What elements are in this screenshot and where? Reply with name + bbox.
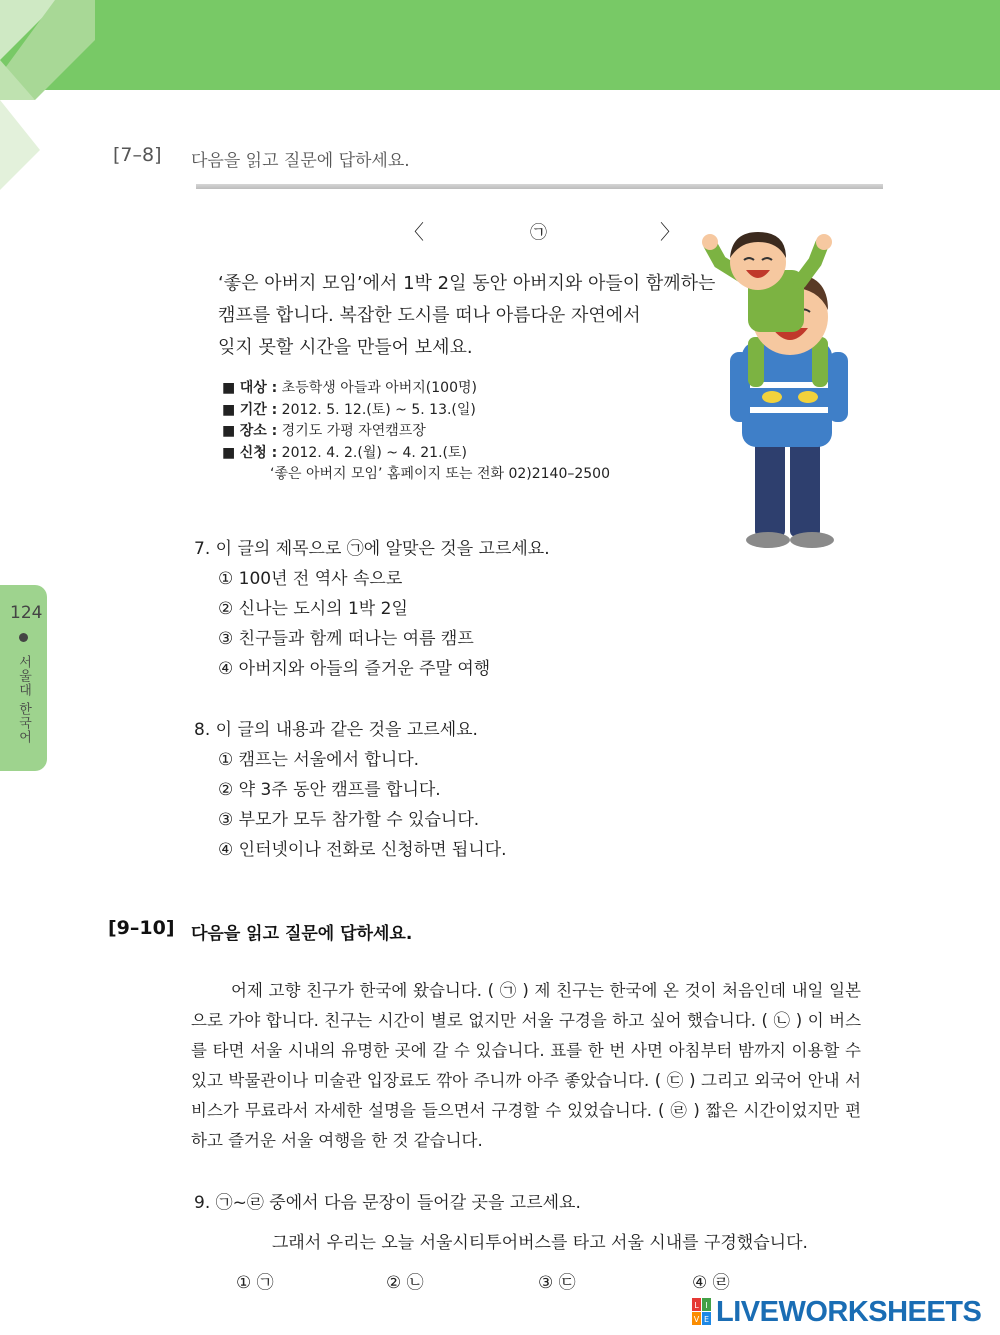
- title-bracket-right: 〉: [660, 220, 680, 244]
- liveworksheets-logo[interactable]: LIVEWORKSHEETS: [716, 1296, 982, 1328]
- q7-option-4[interactable]: ④ 아버지와 아들의 즐거운 주말 여행: [218, 659, 491, 679]
- question-9: 9. ㉠~㉣ 중에서 다음 문장이 들어갈 곳을 고르세요.: [194, 1193, 581, 1213]
- section-number: [9–10]: [108, 917, 175, 939]
- info-row: ■ 장소 : 경기도 가평 자연캠프장: [222, 423, 426, 439]
- question-7: 7. 이 글의 제목으로 ㉠에 알맞은 것을 고르세요.: [194, 539, 550, 559]
- q9-option-2[interactable]: ② ㉡: [386, 1273, 424, 1293]
- blank-marker: ㉡: [773, 1011, 791, 1030]
- logo-badge-letter: L: [694, 1301, 699, 1310]
- title-blank-mark: ㉠: [530, 223, 547, 243]
- liveworksheets-logo-icon: [692, 1298, 712, 1326]
- info-extra: ‘좋은 아버지 모임’ 홈페이지 또는 전화 02)2140–2500: [270, 466, 610, 482]
- q9-option-1[interactable]: ① ㉠: [236, 1273, 274, 1293]
- blank-marker: ㉢: [666, 1071, 684, 1090]
- notice-body: [218, 268, 715, 364]
- notice-line: 잊지 못할 시간을 만들어 보세요.: [218, 337, 473, 358]
- info-row: ■ 신청 : 2012. 4. 2.(월) ~ 4. 21.(토): [222, 444, 467, 461]
- section-number: [7–8]: [113, 144, 162, 166]
- info-row: ■ 기간 : 2012. 5. 12.(토) ~ 5. 13.(일): [222, 401, 476, 418]
- blank-marker: ㉠: [499, 981, 517, 1000]
- page-number: 124: [10, 603, 43, 623]
- header-band: [0, 0, 1000, 90]
- q7-option-3[interactable]: ③ 친구들과 함께 떠나는 여름 캠프: [218, 629, 474, 649]
- question-8: 8. 이 글의 내용과 같은 것을 고르세요.: [194, 720, 478, 740]
- q7-option-2[interactable]: ② 신나는 도시의 1박 2일: [218, 599, 408, 619]
- logo-badge-letter: I: [705, 1301, 708, 1310]
- father-son-illustration: [700, 222, 870, 552]
- book-title: 서울대 한국어: [16, 655, 31, 745]
- bullet-dot-icon: [19, 633, 28, 642]
- section-instruction: 다음을 읽고 질문에 답하세요.: [191, 924, 413, 944]
- q8-option-4[interactable]: ④ 인터넷이나 전화로 신청하면 됩니다.: [218, 840, 507, 860]
- info-row: ■ 대상 : 초등학생 아들과 아버지(100명): [222, 380, 477, 396]
- reading-passage: 어제 고향 친구가 한국에 왔습니다. ( ㉠ ) 제 친구는 한국에 온 것이 처음인데 내일 일본으로 가야 합니다. 친구는 시간이 별로 없지만 서울 구경을 하고 싶어 했습니다. ( ㉡ ) 이 버스를 타면 서울 시내의 유명한 곳에 갈 수 있습니다. 표를 한 번 사면 아침부터 밤까지 이용할 수 있고 박물관이나 미술관 입장료도 깎아 주니까 아주 좋았습니다. ( ㉢ ) 그리고 외국어 안내 서비스가 무료라서 자세한 설명을 들으면서 구경할 수 있었습니다. ( ㉣ ) 짧은 시간이었지만 편하고 즐거운 서울 여행을 한 것 같습니다.: [191, 981, 862, 1150]
- notice-info: [222, 378, 610, 486]
- logo-badge-letter: E: [703, 1315, 710, 1324]
- notice-line: ‘좋은 아버지 모임’에서 1박 2일 동안 아버지와 아들이 함께하는: [218, 273, 716, 294]
- section-instruction: 다음을 읽고 질문에 답하세요.: [191, 151, 410, 171]
- divider-line: [196, 184, 883, 189]
- logo-badge-letter: V: [693, 1315, 700, 1324]
- q9-option-3[interactable]: ③ ㉢: [538, 1273, 576, 1293]
- notice-line: 캠프를 합니다. 복잡한 도시를 떠나 아름다운 자연에서: [218, 305, 641, 326]
- q9-sentence: 그래서 우리는 오늘 서울시티투어버스를 타고 서울 시내를 구경했습니다.: [272, 1233, 808, 1253]
- blank-marker: ㉣: [670, 1101, 688, 1120]
- corner-decoration: [0, 0, 100, 200]
- title-bracket-left: 〈: [404, 220, 424, 244]
- q8-option-2[interactable]: ② 약 3주 동안 캠프를 합니다.: [218, 780, 441, 800]
- q9-option-4[interactable]: ④ ㉣: [692, 1273, 730, 1293]
- q8-option-3[interactable]: ③ 부모가 모두 참가할 수 있습니다.: [218, 810, 480, 830]
- q7-option-1[interactable]: ① 100년 전 역사 속으로: [218, 569, 403, 589]
- q8-option-1[interactable]: ① 캠프는 서울에서 합니다.: [218, 750, 420, 770]
